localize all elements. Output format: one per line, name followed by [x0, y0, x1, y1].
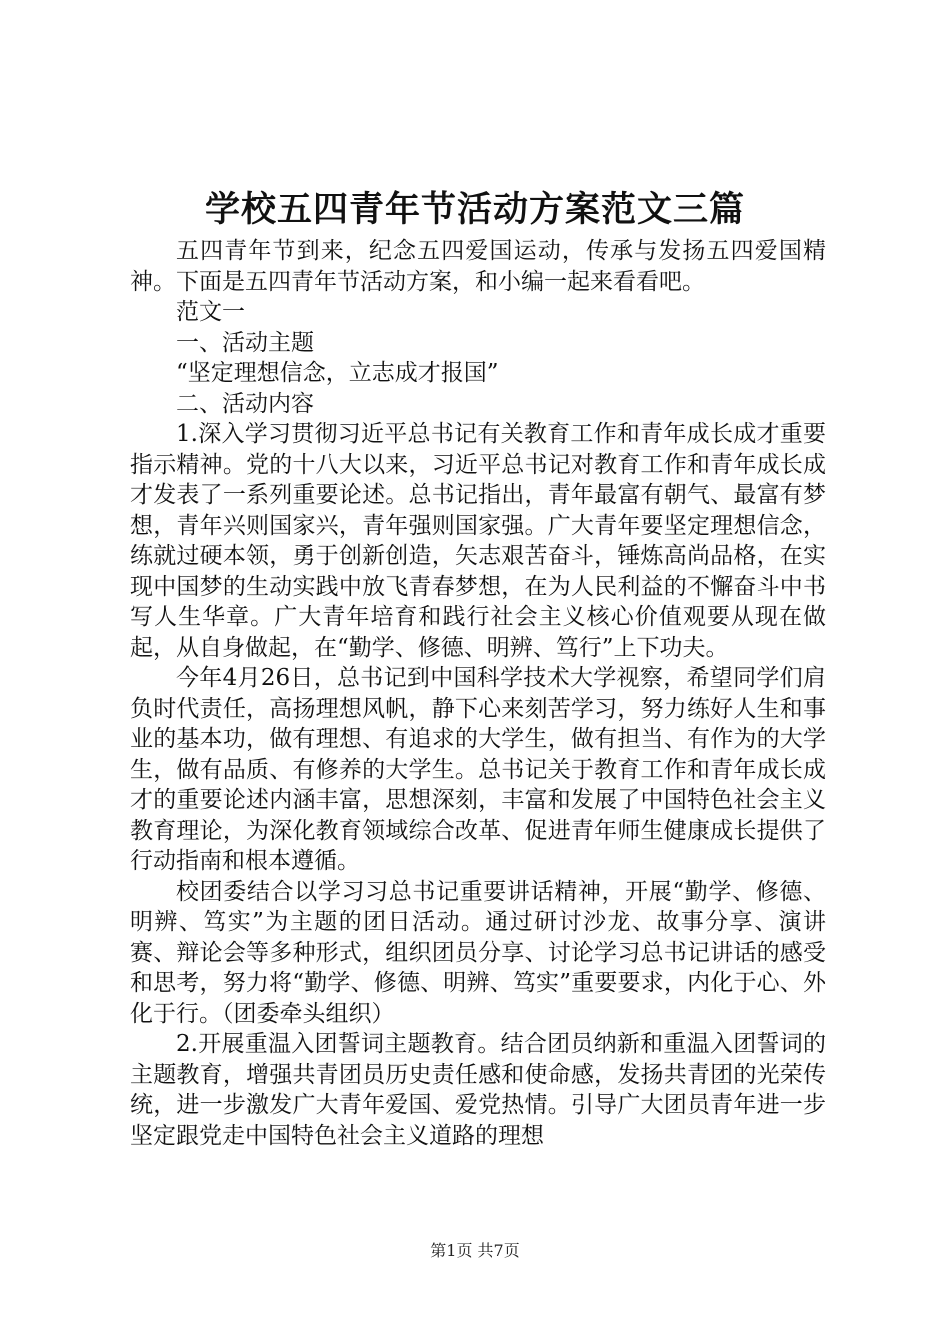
document-body: [130, 236, 826, 1151]
heading-activity-theme: 一、活动主题: [176, 329, 314, 356]
intro-paragraph: 五四青年节到来，纪念五四爱国运动，传承与发扬五四爱国精神。下面是五四青年节活动方案，和小编一起来看看吧。: [130, 238, 826, 295]
body-paragraph: 2.开展重温入团誓词主题教育。结合团员纳新和重温入团誓词的主题教育，增强共青团员历史责任感和使命感，发扬共青团的光荣传统，进一步激发广大青年爱国、爱党热情。引导广大团员青年进一步坚定跟党走中国特色社会主义道路的理想: [130, 1031, 826, 1149]
body-paragraph: 今年4月26日，总书记到中国科学技术大学视察，希望同学们肩负时代责任，高扬理想风帆，静下心来刻苦学习，努力练好人生和事业的基本功，做有理想、有追求的大学生，做有担当、有作为的大学生，做有品质、有修养的大学生。总书记关于教育工作和青年成长成才的重要论述内涵丰富，思想深刻，丰富和发展了中国特色社会主义教育理论，为深化教育领域综合改革、促进青年师生健康成长提供了行动指南和根本遵循。: [130, 665, 826, 874]
theme-slogan: “坚定理想信念，立志成才报国”: [176, 360, 499, 386]
section-label-fanwen-1: 范文一: [176, 299, 245, 325]
heading-activity-content: 二、活动内容: [176, 390, 314, 417]
document-title: 学校五四青年节活动方案范文三篇: [204, 189, 745, 230]
body-paragraph: 校团委结合以学习习总书记重要讲话精神，开展“勤学、修德、明辨、笃实”为主题的团日活动。通过研讨沙龙、故事分享、演讲赛、辩论会等多种形式，组织团员分享、讨论学习总书记讲话的感受和思考，努力将“勤学、修德、明辨、笃实”重要要求，内化于心、外化于行。（团委牵头组织）: [130, 878, 826, 1027]
page-footer: 第1页 共7页: [430, 1241, 520, 1260]
body-paragraph: 1.深入学习贯彻习近平总书记有关教育工作和青年成长成才重要指示精神。党的十八大以来，习近平总书记对教育工作和青年成长成才发表了一系列重要论述。总书记指出，青年最富有朝气、最富有梦想，青年兴则国家兴，青年强则国家强。广大青年要坚定理想信念，练就过硬本领，勇于创新创造，矢志艰苦奋斗，锤炼高尚品格，在实现中国梦的生动实践中放飞青春梦想，在为人民利益的不懈奋斗中书写人生华章。广大青年培育和践行社会主义核心价值观要从现在做起，从自身做起，在“勤学、修德、明辨、笃行”上下功夫。: [130, 421, 826, 661]
